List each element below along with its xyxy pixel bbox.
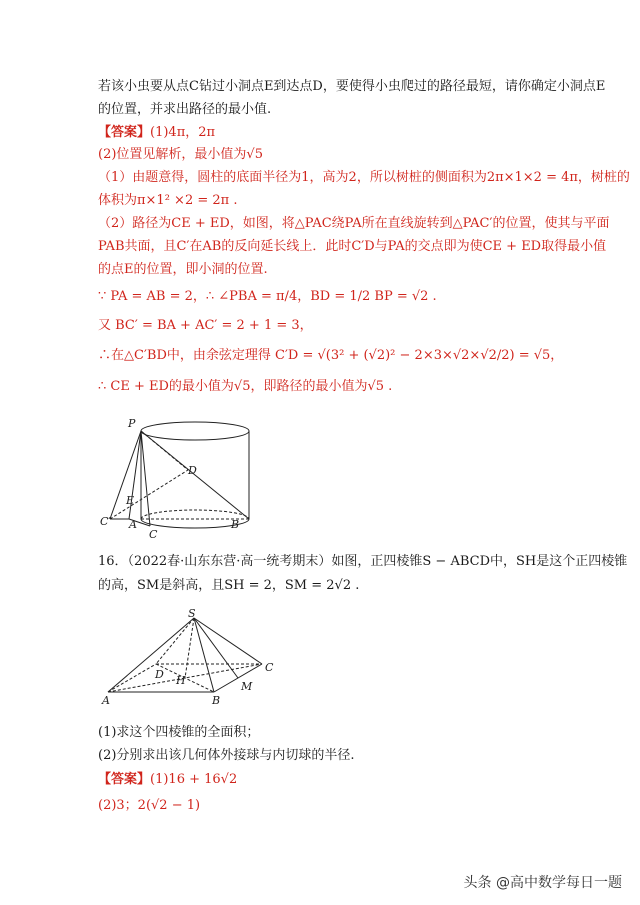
step-2: 又 BC′ = BA + AC′ = 2 + 1 = 3， — [98, 318, 313, 333]
label-A2: A — [102, 694, 110, 707]
solution-1a: （1）由题意得，圆柱的底面半径为1，高为2，所以树桩的侧面积为2π×1×2 = 4π，树桩的 — [98, 170, 630, 185]
label-H: H — [176, 674, 186, 687]
step-4: ∴ CE + ED的最小值为√5，即路径的最小值为√5 . — [98, 379, 393, 394]
answer-line-2: (2)位置见解析，最小值为√5 — [98, 147, 263, 162]
problem-16-line-2: 的高，SM是斜高，且SH = 2，SM = 2√2 . — [98, 578, 360, 593]
label-S: S — [188, 607, 196, 620]
label-C: C — [149, 528, 158, 541]
step-1: ∵ PA = AB = 2，∴ ∠PBA = π/4，BD = 1/2 BP = √2 . — [98, 289, 437, 304]
question-line-1: 若该小虫要从点C钻过小洞点E到达点D，要使得小虫爬过的路径最短，请你确定小洞点E — [98, 79, 606, 94]
label-D: D — [188, 464, 197, 477]
question-line-2: 的位置，并求出路径的最小值. — [98, 102, 272, 117]
pyramid-figure — [102, 608, 272, 708]
solution-1b: 体积为π×1² ×2 = 2π . — [98, 193, 238, 208]
label-C2: C — [265, 661, 274, 674]
answer-tag: 【答案】 — [98, 125, 151, 140]
answer-16-line-2: (2)3；2(√2 − 1) — [98, 798, 201, 813]
watermark: 头条 @高中数学每日一题 — [463, 875, 622, 891]
solution-2b: PAB共面，且C′在AB的反向延长线上．此时C′D与PA的交点即为使CE + ED取得最小值 — [98, 239, 607, 254]
answer-part-1: (1)4π，2π — [150, 125, 216, 140]
answer-16-part-1: (1)16 + 16√2 — [150, 772, 238, 787]
label-P: P — [128, 417, 136, 430]
sub-question-2: (2)分别求出该几何体外接球与内切球的半径. — [98, 748, 355, 763]
answer-16-tag: 【答案】 — [98, 772, 151, 787]
solution-2c: 的点E的位置，即小洞的位置. — [98, 262, 268, 277]
sub-question-1: (1)求这个四棱锥的全面积； — [98, 725, 260, 740]
label-A: A — [129, 518, 137, 531]
label-B2: B — [212, 694, 221, 707]
label-D2: D — [155, 668, 164, 681]
answer-16-line-1 — [98, 771, 237, 789]
cylinder-figure — [100, 410, 280, 540]
solution-2a: （2）路径为CE + ED，如图，将△PAC绕PA所在直线旋转到△PAC′的位置，使其与平面 — [98, 216, 610, 231]
label-M: M — [241, 680, 253, 693]
step-3: ∴在△C′BD中，由余弦定理得 C′D = √(3² + (√2)² − 2×3×√2×√2/2) = √5， — [98, 348, 564, 363]
problem-16-line-1: 16．（2022春·山东东营·高一统考期末）如图，正四棱锥S − ABCD中，SH是这个正四棱锥 — [98, 554, 628, 569]
label-C-prime: C′ — [100, 515, 111, 528]
label-E: E — [126, 494, 135, 507]
answer-line-1 — [98, 124, 215, 142]
label-B: B — [231, 518, 240, 531]
